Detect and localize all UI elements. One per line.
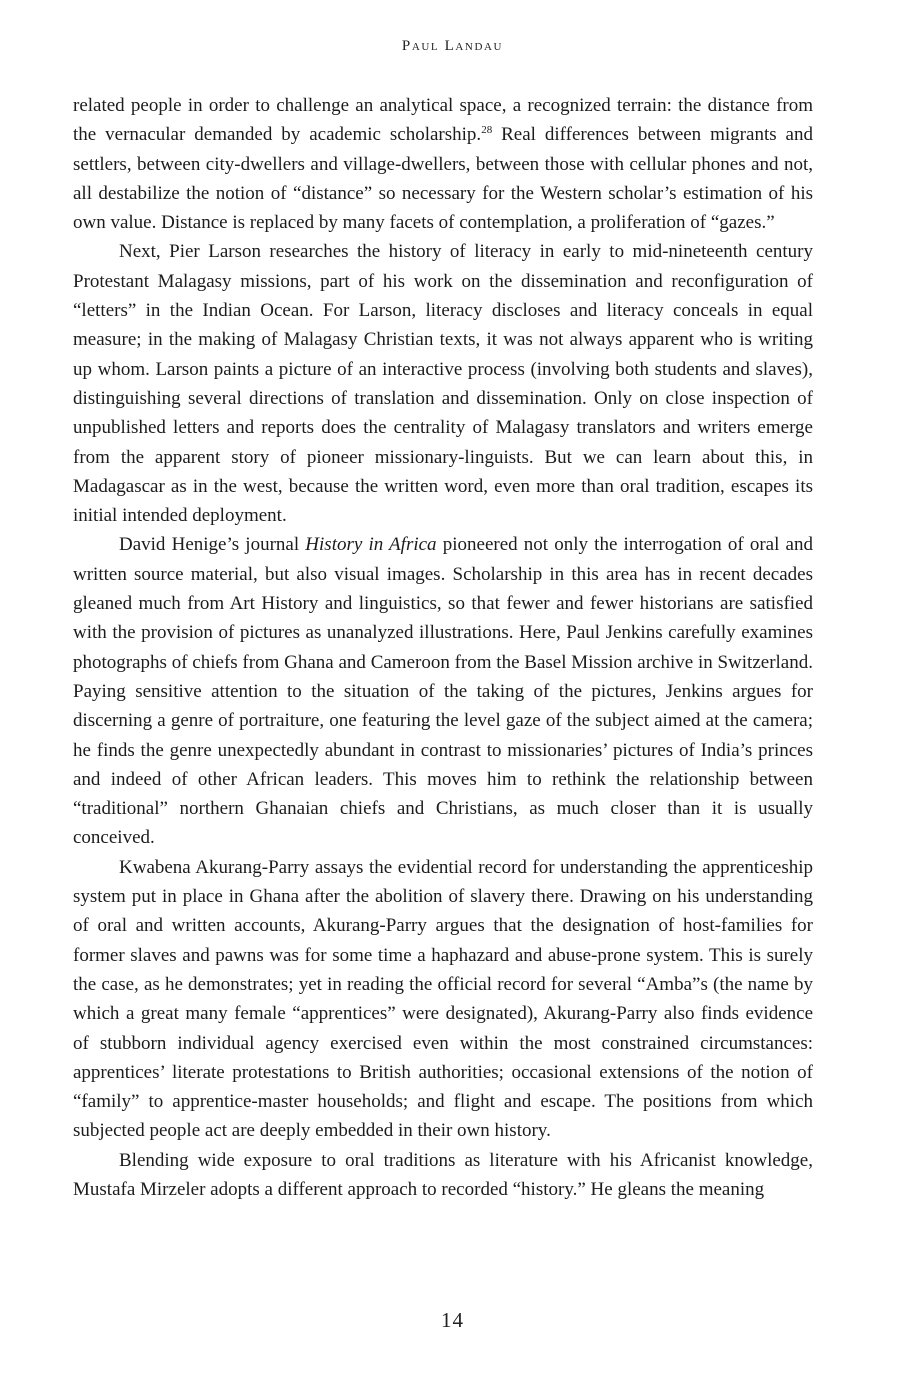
paragraph-5: Blending wide exposure to oral traditions as literature with his Africanist knowledge, Mustafa Mirzeler adopts a different approach to recorded “history.” He gleans the meaning (73, 1149, 813, 1200)
paragraph-2: Next, Pier Larson researches the history of literacy in early to mid-nineteenth century Protestant Malagasy missions, part of his work on the dissemination and reconfiguration of “letters” in the Indian Ocean. For Larson, literacy discloses and literacy conceals in equal measure; in the making of Malagasy Christian texts, it was not always apparent who is writing up whom. Larson paints a picture of an interactive process (involving both students and slaves), distinguishing several directions of translation and dissemination. Only on close inspection of unpublished letters and reports does the centrality of Malagasy translators and writers emerge from the apparent story of pioneer missionary-linguists. But we can learn about this, in Madagascar as in the west, because the written word, even more than oral tradition, escapes its initial intended deployment. (73, 241, 813, 527)
paragraph-1-text-b: Real differences between migrants and settlers, between city-dwellers and village-dwellers, between those with cellular phones and not, all destabilize the notion of “distance” so necessary for the Western scholar’s estimation of his own value. Distance is replaced by many facets of contemplation, a proliferation of “gazes.” (73, 124, 813, 234)
body-text (73, 91, 813, 1204)
paragraph-3 (73, 530, 813, 852)
footnote-reference-28[interactable]: 28 (481, 124, 493, 137)
paragraph-3-text-a: David Henige’s journal (119, 534, 306, 556)
journal-title: History in Africa (305, 534, 437, 556)
paragraph-1-text-a: related people in order to challenge an analytical space, a recognized terrain: the distance from the vernacular demanded by academic scholarship. (73, 95, 813, 146)
paragraph-1 (73, 91, 813, 237)
running-head: Paul Landau (401, 38, 504, 54)
page-number: 14 (441, 1308, 464, 1332)
paragraph-4: Kwabena Akurang-Parry assays the evidential record for understanding the apprenticeship system put in place in Ghana after the abolition of slavery there. Drawing on his understanding of oral and written accounts, Akurang-Parry argues that the designation of host-families for former slaves and pawns was for some time a haphazard and abuse-prone system. This is surely the case, as he demonstrates; yet in reading the official record for several “Amba”s (the name by which a great many female “apprentices” were designated), Akurang-Parry also finds evidence of stubborn individual agency exercised even within the most constrained circumstances: apprentices’ literate protestations to British authorities; occasional extensions of the notion of “family” to apprentice-master households; and flight and escape. The positions from which subjected people act are deeply embedded in their own history. (73, 856, 813, 1142)
paragraph-3-text-b: pioneered not only the interrogation of oral and written source material, but also visual images. Scholarship in this area has in recent decades gleaned much from Art History and linguistics, so that fewer and fewer historians are satisfied with the provision of pictures as unanalyzed illustrations. Here, Paul Jenkins carefully examines photographs of chiefs from Ghana and Cameroon from the Basel Mission archive in Switzerland. Paying sensitive attention to the situation of the taking of the pictures, Jenkins argues for discerning a genre of portraiture, one featuring the level gaze of the subject aimed at the camera; he finds the genre unexpectedly abundant in contrast to missionaries’ pictures of India’s princes and indeed of other African leaders. This moves him to rethink the relationship between “traditional” northern Ghanaian chiefs and Christians, as much closer than it is usually conceived. (73, 534, 813, 849)
